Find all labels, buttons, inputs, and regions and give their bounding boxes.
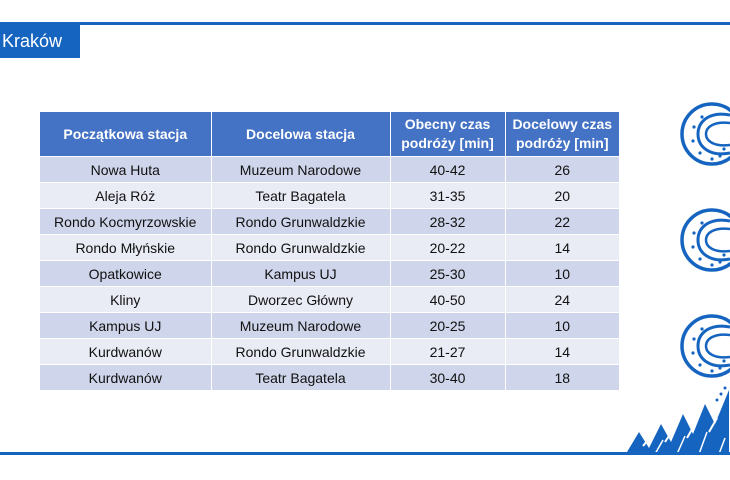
target-time-cell: 24 — [505, 287, 619, 313]
start-station-cell: Nowa Huta — [40, 157, 211, 183]
header-current-travel-time: Obecny czas podróży [min] — [390, 112, 505, 157]
header-start-station: Początkowa stacja — [40, 112, 211, 157]
current-time-cell: 25-30 — [390, 261, 505, 287]
current-time-cell: 40-42 — [390, 157, 505, 183]
table-row — [40, 287, 619, 313]
target-time-cell: 26 — [505, 157, 619, 183]
pretzel-icon — [680, 207, 730, 273]
current-time-cell: 20-25 — [390, 313, 505, 339]
destination-station-cell: Rondo Grunwaldzkie — [211, 209, 390, 235]
current-time-cell: 40-50 — [390, 287, 505, 313]
bottom-accent-line — [0, 452, 730, 455]
current-time-cell: 28-32 — [390, 209, 505, 235]
start-station-cell: Rondo Kocmyrzowskie — [40, 209, 211, 235]
table-row — [40, 183, 619, 209]
target-time-cell: 14 — [505, 339, 619, 365]
start-station-cell: Kurdwanów — [40, 339, 211, 365]
table-row — [40, 261, 619, 287]
destination-station-cell: Kampus UJ — [211, 261, 390, 287]
target-time-cell: 14 — [505, 235, 619, 261]
destination-station-cell: Rondo Grunwaldzkie — [211, 339, 390, 365]
start-station-cell: Aleja Róż — [40, 183, 211, 209]
header-destination-station: Docelowa stacja — [211, 112, 390, 157]
destination-station-cell: Muzeum Narodowe — [211, 313, 390, 339]
table-row — [40, 339, 619, 365]
destination-station-cell: Rondo Grunwaldzkie — [211, 235, 390, 261]
start-station-cell: Kliny — [40, 287, 211, 313]
header-target-travel-time: Docelowy czas podróży [min] — [505, 112, 619, 157]
pretzel-icon — [680, 313, 730, 379]
target-time-cell: 18 — [505, 365, 619, 391]
top-accent-line — [0, 22, 730, 25]
destination-station-cell: Dworzec Główny — [211, 287, 390, 313]
travel-time-table — [40, 112, 619, 390]
table-row — [40, 365, 619, 391]
table-row — [40, 157, 619, 183]
target-time-cell: 10 — [505, 261, 619, 287]
start-station-cell: Kurdwanów — [40, 365, 211, 391]
start-station-cell: Opatkowice — [40, 261, 211, 287]
target-time-cell: 10 — [505, 313, 619, 339]
current-time-cell: 31-35 — [390, 183, 505, 209]
destination-station-cell: Teatr Bagatela — [211, 183, 390, 209]
start-station-cell: Rondo Młyńskie — [40, 235, 211, 261]
target-time-cell: 22 — [505, 209, 619, 235]
table-header-row — [40, 112, 619, 157]
pretzel-icon — [680, 101, 730, 167]
table-row — [40, 313, 619, 339]
table-row — [40, 235, 619, 261]
page-title: Kraków — [0, 24, 80, 58]
destination-station-cell: Muzeum Narodowe — [211, 157, 390, 183]
start-station-cell: Kampus UJ — [40, 313, 211, 339]
current-time-cell: 20-22 — [390, 235, 505, 261]
current-time-cell: 30-40 — [390, 365, 505, 391]
current-time-cell: 21-27 — [390, 339, 505, 365]
target-time-cell: 20 — [505, 183, 619, 209]
destination-station-cell: Teatr Bagatela — [211, 365, 390, 391]
table-row — [40, 209, 619, 235]
zigzag-pattern — [625, 380, 730, 456]
